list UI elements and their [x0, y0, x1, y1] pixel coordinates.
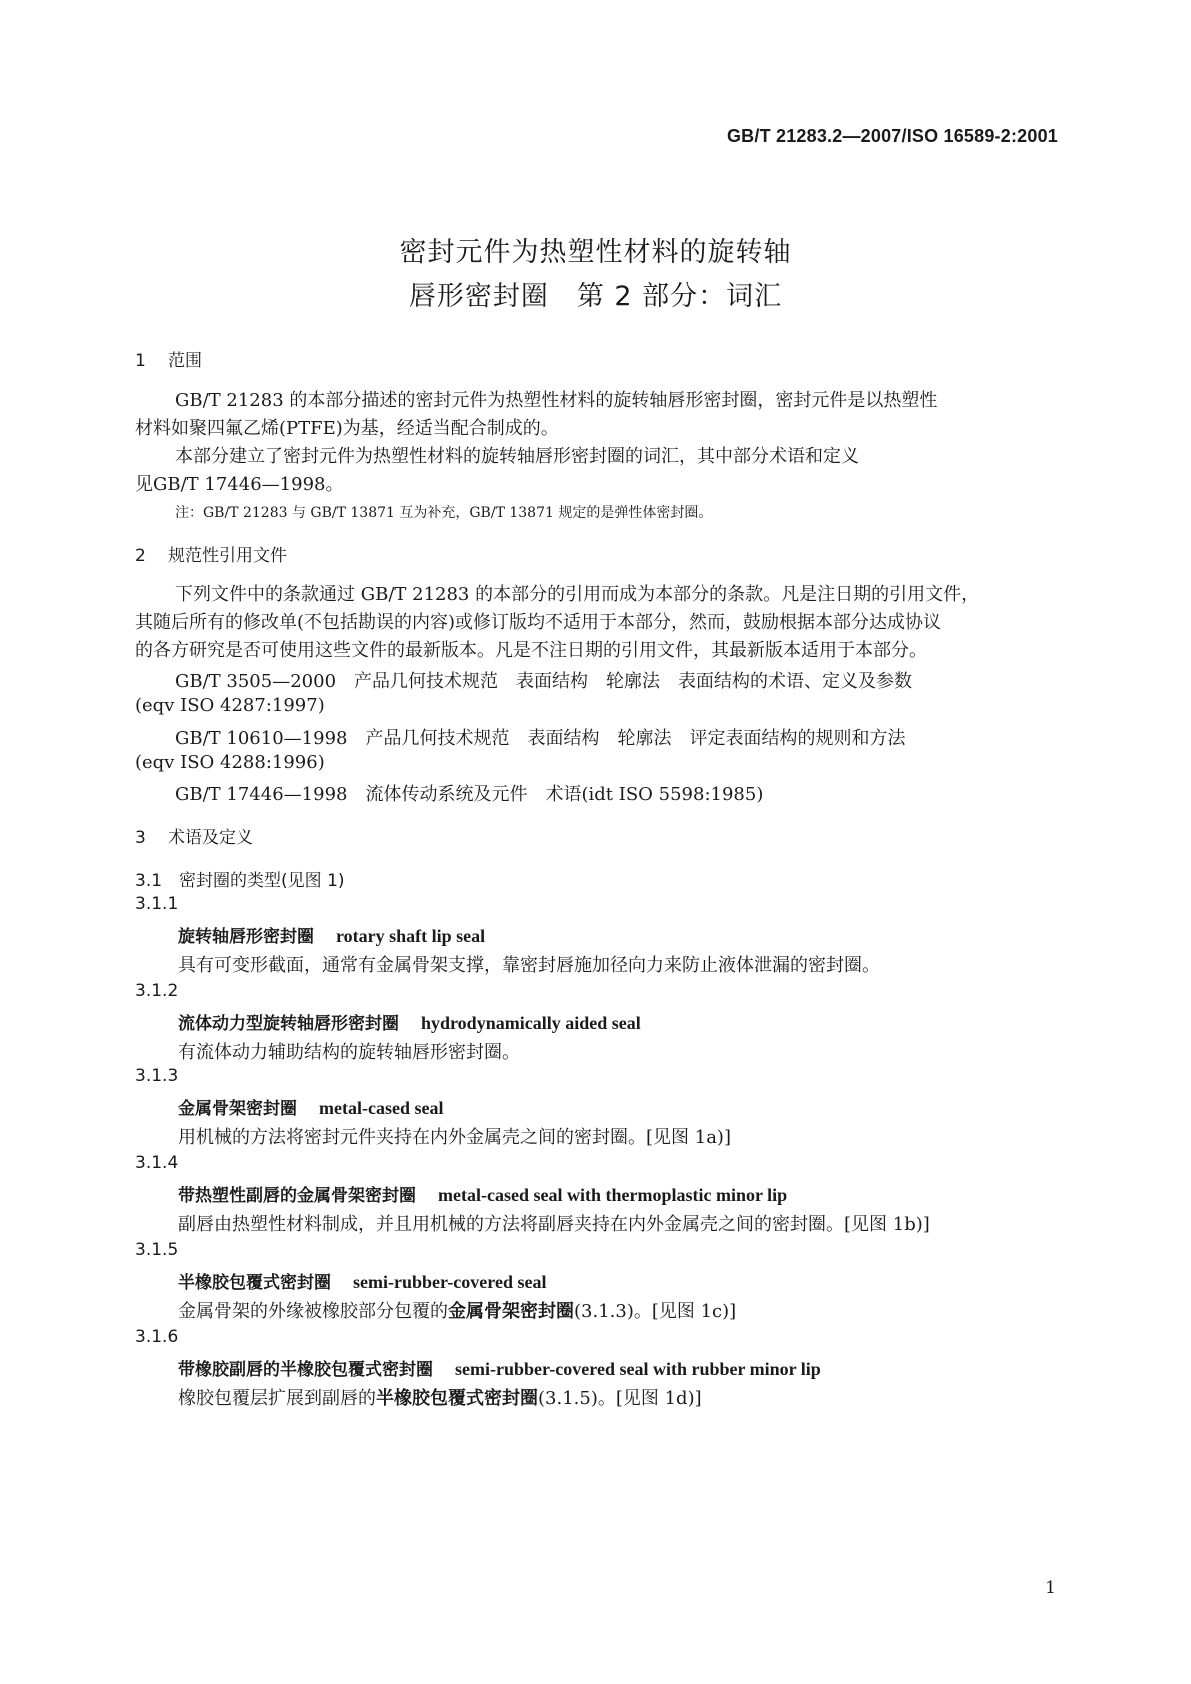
- subsection-heading: 3.1 密封圈的类型(见图 1): [135, 871, 345, 891]
- reference-line: (eqv ISO 4288:1996): [135, 752, 325, 773]
- term-number: 3.1.1: [135, 894, 179, 914]
- term-entry: [178, 1094, 443, 1119]
- section-number: 1: [135, 351, 146, 371]
- term-en: metal-cased seal with thermoplastic minor lip: [438, 1185, 788, 1205]
- section-3-heading: [135, 823, 253, 848]
- section-1-heading: [135, 346, 202, 371]
- term-definition: [178, 1384, 702, 1410]
- paragraph-line: 其随后所有的修改单(不包括勘误的内容)或修订版均不适用于本部分，然而，鼓励根据本部分达成协议: [135, 612, 942, 633]
- definition-text: (3.1.5)。[见图 1d)]: [538, 1388, 702, 1409]
- definition-text: 用机械的方法将密封元件夹持在内外金属壳之间的密封圈。[见图 1a)]: [178, 1127, 731, 1148]
- paragraph-line: 见GB/T 17446—1998。: [135, 474, 344, 495]
- term-number: 3.1.5: [135, 1240, 179, 1260]
- section-2-heading: [135, 541, 287, 566]
- definition-text: 橡胶包覆层扩展到副唇的: [178, 1388, 376, 1409]
- term-entry: [178, 1268, 546, 1293]
- term-number: 3.1.4: [135, 1153, 179, 1173]
- reference-line: GB/T 3505—2000 产品几何技术规范 表面结构 轮廓法 表面结构的术语、定义及参数: [175, 671, 913, 692]
- section-number: 3: [135, 828, 146, 848]
- term-definition: [178, 1297, 736, 1323]
- paragraph-line: 材料如聚四氟乙烯(PTFE)为基，经适当配合制成的。: [135, 418, 559, 439]
- term-zh: 带橡胶副唇的半橡胶包覆式密封圈: [178, 1360, 433, 1380]
- term-entry: [178, 1181, 787, 1206]
- term-number: 3.1.3: [135, 1066, 179, 1086]
- cross-reference-term: 金属骨架密封圈: [448, 1301, 574, 1322]
- term-definition: [178, 1123, 731, 1149]
- term-en: rotary shaft lip seal: [336, 926, 486, 946]
- paragraph-line: GB/T 21283 的本部分描述的密封元件为热塑性材料的旋转轴唇形密封圈，密封元件是以热塑性: [175, 390, 938, 411]
- definition-text: (3.1.3)。[见图 1c)]: [574, 1301, 737, 1322]
- document-title-line2: 唇形密封圈 第 2 部分：词汇: [408, 281, 783, 312]
- term-zh: 旋转轴唇形密封圈: [178, 927, 314, 947]
- cross-reference-term: 半橡胶包覆式密封圈: [376, 1388, 538, 1409]
- term-en: metal-cased seal: [319, 1098, 444, 1118]
- reference-line: (eqv ISO 4287:1997): [135, 695, 325, 716]
- page-number: 1: [1045, 1578, 1056, 1598]
- term-entry: [178, 1355, 821, 1380]
- document-title-line1: 密封元件为热塑性材料的旋转轴: [399, 237, 792, 268]
- definition-text: 具有可变形截面，通常有金属骨架支撑，靠密封唇施加径向力来防止液体泄漏的密封圈。: [178, 955, 880, 976]
- term-number: 3.1.6: [135, 1327, 179, 1347]
- term-zh: 半橡胶包覆式密封圈: [178, 1273, 331, 1293]
- reference-line: GB/T 17446—1998 流体传动系统及元件 术语(idt ISO 5598:1985): [175, 784, 764, 805]
- term-en: semi-rubber-covered seal: [353, 1272, 547, 1292]
- term-en: semi-rubber-covered seal with rubber minor lip: [455, 1359, 821, 1379]
- section-title: 范围: [168, 351, 202, 371]
- definition-text: 金属骨架的外缘被橡胶部分包覆的: [178, 1301, 448, 1322]
- reference-line: GB/T 10610—1998 产品几何技术规范 表面结构 轮廓法 评定表面结构的规则和方法: [175, 728, 906, 749]
- term-en: hydrodynamically aided seal: [421, 1013, 641, 1033]
- term-number: 3.1.2: [135, 981, 179, 1001]
- term-definition: [178, 951, 880, 977]
- paragraph-line: 的各方研究是否可使用这些文件的最新版本。凡是不注日期的引用文件，其最新版本适用于本部分。: [135, 640, 927, 661]
- definition-text: 有流体动力辅助结构的旋转轴唇形密封圈。: [178, 1042, 520, 1063]
- term-entry: [178, 922, 485, 947]
- definition-text: 副唇由热塑性材料制成，并且用机械的方法将副唇夹持在内外金属壳之间的密封圈。[见图 1b)]: [178, 1214, 930, 1235]
- term-entry: [178, 1009, 641, 1034]
- paragraph-line: 下列文件中的条款通过 GB/T 21283 的本部分的引用而成为本部分的条款。凡是注日期的引用文件，: [175, 584, 980, 605]
- section-title: 规范性引用文件: [168, 546, 287, 566]
- term-zh: 带热塑性副唇的金属骨架密封圈: [178, 1186, 416, 1206]
- term-zh: 流体动力型旋转轴唇形密封圈: [178, 1014, 399, 1034]
- section-number: 2: [135, 546, 146, 566]
- term-zh: 金属骨架密封圈: [178, 1099, 297, 1119]
- section-title: 术语及定义: [168, 828, 253, 848]
- term-definition: [178, 1038, 520, 1064]
- paragraph-line: 本部分建立了密封元件为热塑性材料的旋转轴唇形密封圈的词汇，其中部分术语和定义: [175, 446, 859, 467]
- standard-code: GB/T 21283.2—2007/ISO 16589-2:2001: [726, 126, 1058, 146]
- term-definition: [178, 1210, 930, 1236]
- note: 注：GB/T 21283 与 GB/T 13871 互为补充，GB/T 13871 规定的是弹性体密封圈。: [175, 505, 713, 521]
